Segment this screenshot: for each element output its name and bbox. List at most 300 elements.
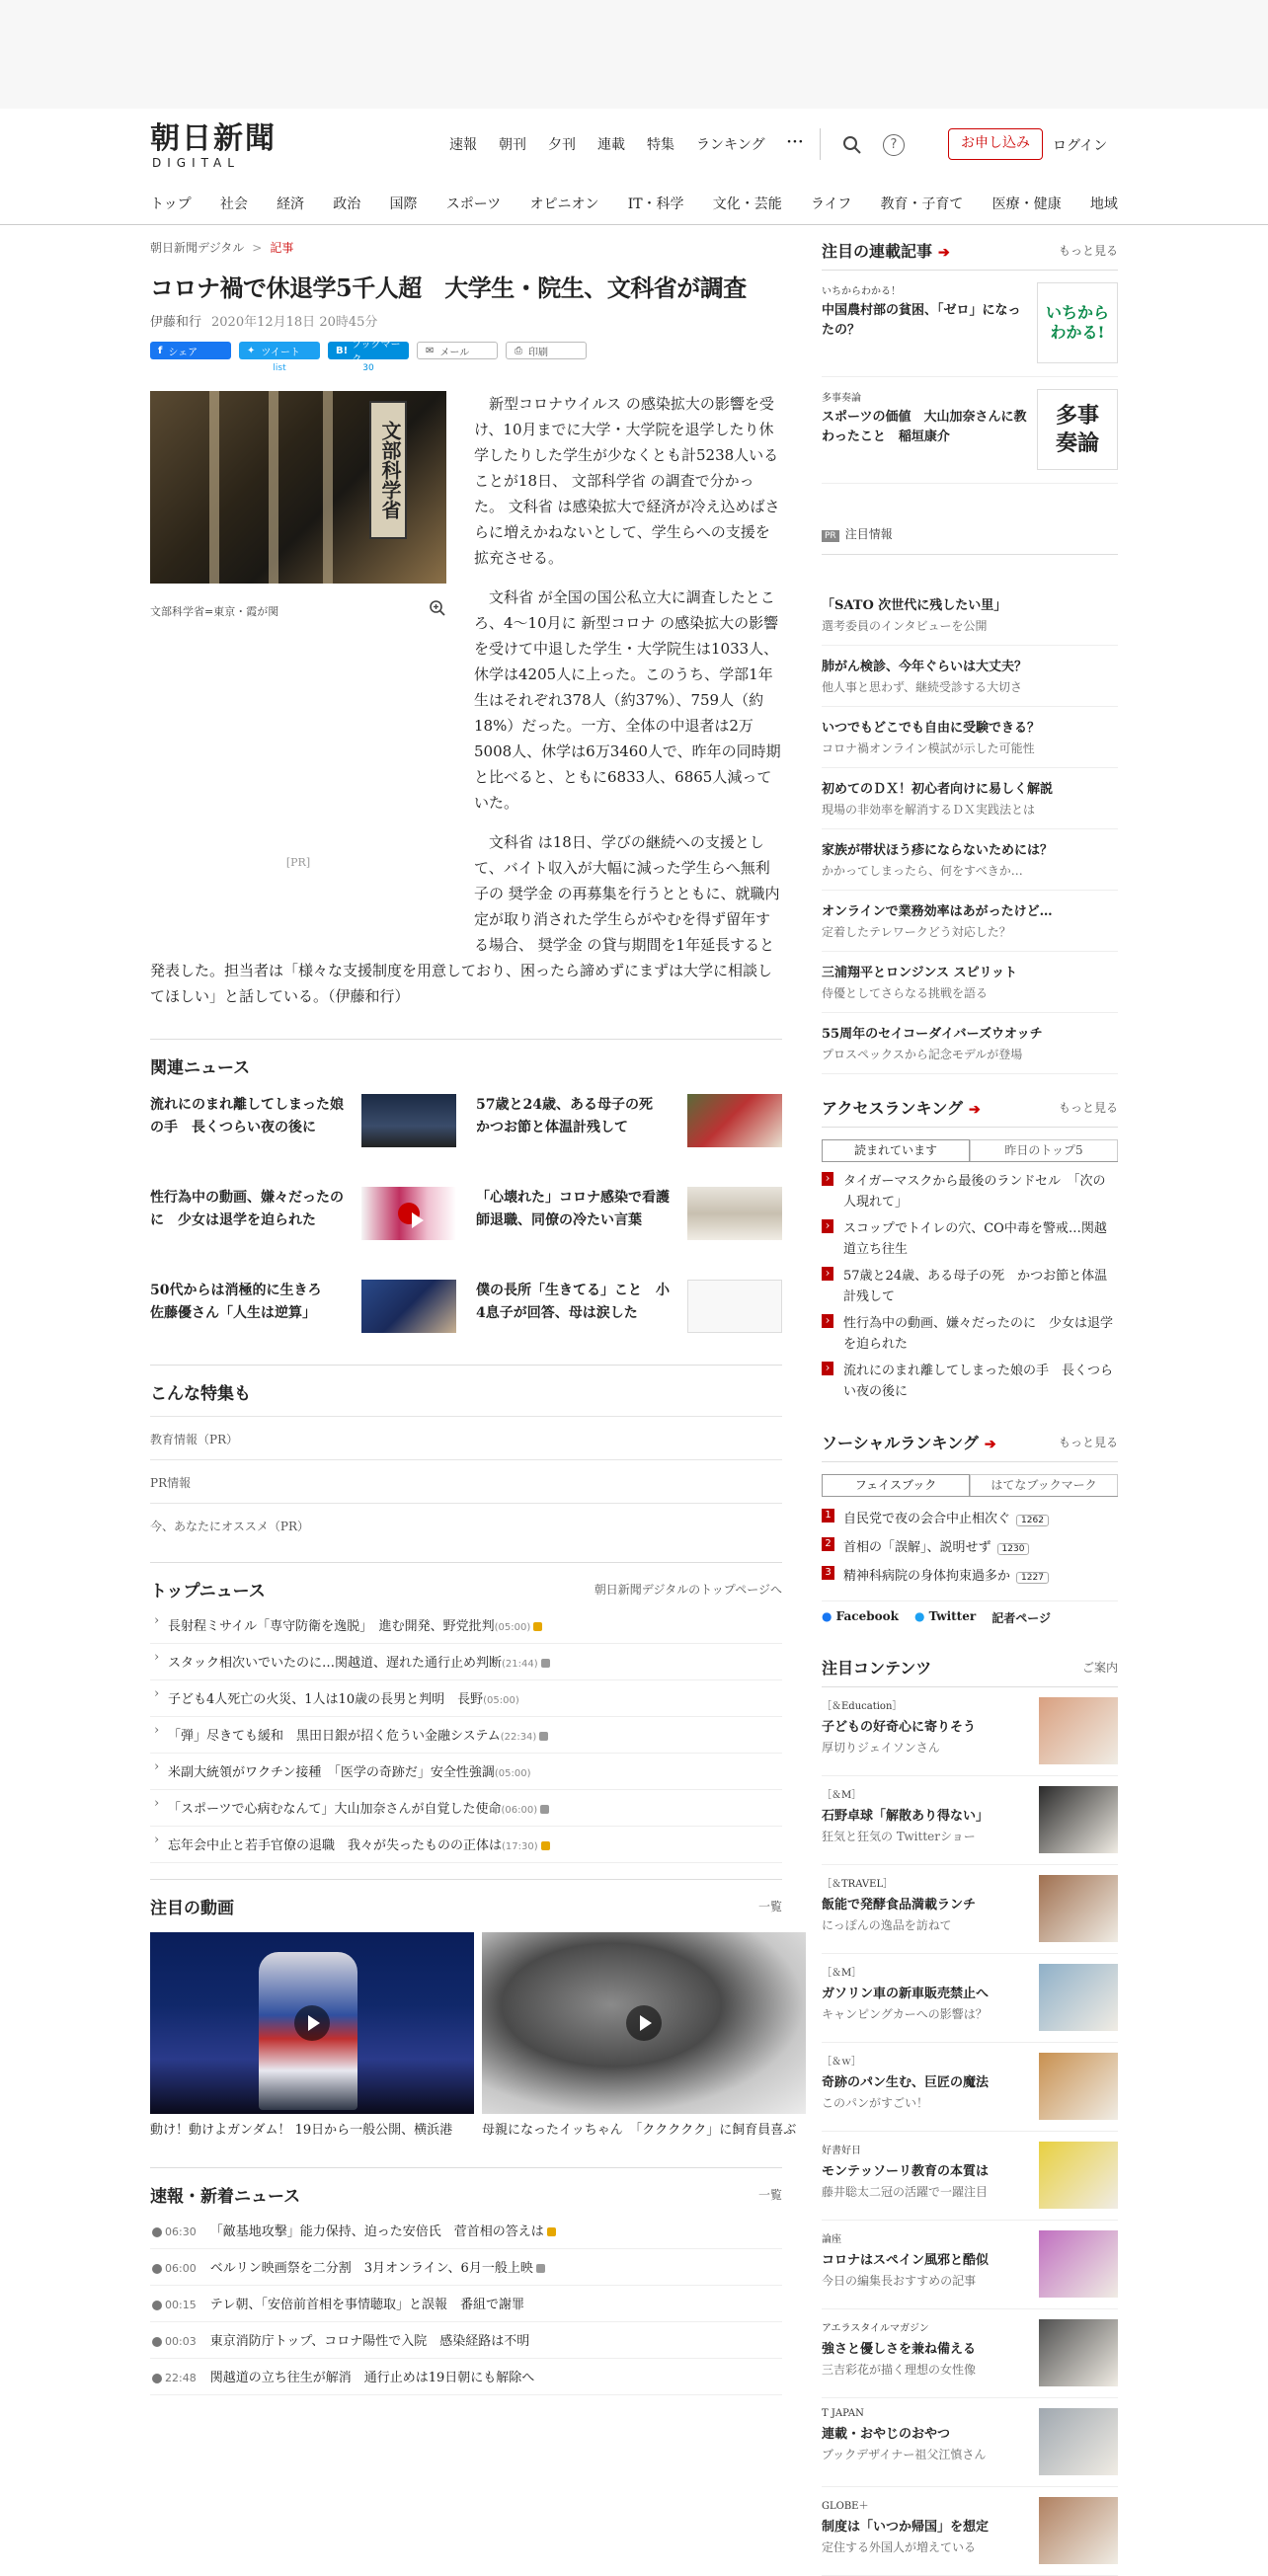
content-text-block (822, 1697, 976, 1765)
topnews-time: (21:44) (502, 1659, 538, 1670)
print-button[interactable] (506, 342, 587, 359)
content-text-block (822, 2319, 976, 2387)
content-thumbnail (1039, 2497, 1118, 2564)
cat-life[interactable]: ライフ (811, 196, 852, 212)
lock-icon (541, 1841, 550, 1850)
site-header (0, 109, 1268, 225)
twitter-link[interactable] (914, 1609, 976, 1626)
rank-number: 2 (822, 1537, 834, 1551)
social-ranking-item[interactable] (822, 1503, 1118, 1531)
contents-more-link[interactable]: ご案内 (1081, 1661, 1118, 1675)
clock-icon (152, 2301, 162, 2310)
twitter-share-label: ツイート (261, 347, 300, 358)
facebook-share-button[interactable] (150, 342, 231, 359)
content-label: ［＆ｗ］ (822, 2057, 861, 2068)
photo-pillar (323, 391, 333, 584)
serial-headline: スポーツの価値 大山加奈さんに教わったこと 稲垣康介 (822, 410, 1027, 444)
tab-yesterday-top5[interactable]: 昨日のトップ5 (970, 1139, 1118, 1161)
contents-title-text: 注目コンテンツ (822, 1659, 932, 1678)
related-item[interactable] (150, 1187, 456, 1242)
article-body (150, 391, 782, 1023)
content-text-block (822, 2230, 989, 2299)
serial-item[interactable] (822, 377, 1118, 484)
pr-item[interactable] (822, 646, 1118, 707)
lock-icon (541, 1659, 550, 1668)
breadcrumb (150, 239, 782, 256)
access-ranking-title (822, 1096, 1118, 1128)
content-item[interactable] (822, 2309, 1118, 2398)
facebook-icon: f (158, 345, 163, 356)
serial-label: いちからわかる！ (822, 286, 901, 297)
pr-subtext: コロナ禍オンライン模試が示した可能性 (822, 742, 1035, 755)
paragraph-1: 新型コロナウイルス の感染拡大の影響を受け、10月までに大学・大学院を退学したり休学したりした学生が少なくとも計5238人いることが18日、 文部科学省 の調査で分かった。 文科省 は感染拡大で経済が冷え込めばさらに増えかねないとして、学生らへの支援を拡充させる。 (474, 395, 780, 567)
related-thumbnail (687, 1280, 782, 1333)
clock-icon (152, 2264, 162, 2274)
breadcrumb-separator: > (252, 241, 263, 255)
arrow-right-icon: ➔ (969, 1102, 981, 1118)
pr-headline: 初めてのＤＸ！初心者向けに易しく解説 (822, 782, 1054, 797)
content-thumbnail (1039, 2142, 1118, 2209)
content-thumbnail (1039, 2053, 1118, 2120)
video-grid (150, 1932, 797, 2142)
pr-item[interactable] (822, 1013, 1118, 1074)
lock-icon (533, 1622, 542, 1631)
cat-international[interactable]: 国際 (389, 196, 418, 212)
contents-title (822, 1656, 1118, 1687)
topnews-item[interactable] (150, 1827, 782, 1863)
serial-headline: 中国農村部の貧困、「ゼロ」になったの？ (822, 303, 1021, 338)
social-tabs (822, 1474, 1118, 1497)
related-news-grid (150, 1094, 782, 1335)
header-divider (820, 128, 821, 160)
topnews-more-link[interactable]: 朝日新聞デジタルのトップページへ (594, 1583, 782, 1597)
related-thumbnail (687, 1094, 782, 1147)
pr-subtext: 選考委員のインタビューを公開 (822, 619, 988, 633)
topnews-time: (05:00) (483, 1695, 519, 1706)
topnews-item[interactable] (150, 1644, 782, 1680)
serial-text-block (822, 282, 1029, 364)
sidebar (822, 225, 1118, 2576)
social-ranking-item[interactable] (822, 1560, 1118, 1589)
topnews-item[interactable] (150, 1790, 782, 1827)
videos-title (150, 1879, 782, 1918)
content-item[interactable] (822, 1954, 1118, 2043)
content-headline: 強さと優しさを兼ね備える (822, 2342, 977, 2357)
related-item-text: 「心壊れた」コロナ感染で看護師退職、同僚の冷たい言葉 (476, 1190, 670, 1228)
flash-item[interactable] (150, 2322, 782, 2359)
cat-region[interactable]: 地域 (1089, 196, 1118, 212)
related-news-title: 関連ニュース (150, 1039, 782, 1078)
print-label: 印刷 (528, 347, 548, 358)
content-label: ［＆Education］ (822, 1701, 903, 1712)
content-text-block (822, 2053, 989, 2121)
topnews-time: (06:00) (501, 1805, 538, 1816)
search-icon[interactable] (841, 134, 863, 156)
topnews-title (150, 1562, 782, 1601)
flash-headline: 「敵基地攻撃」能力保持、迫った安倍氏 菅首相の答えは (209, 2225, 544, 2239)
content-thumbnail (1039, 2319, 1118, 2386)
pr-section-title (822, 525, 1118, 555)
mail-label: メール (439, 347, 470, 358)
related-item[interactable] (476, 1280, 782, 1335)
topnews-title-text: トップニュース (150, 1582, 266, 1601)
content-subtext: にっぽんの逸品を訪ねて (822, 1918, 952, 1932)
pr-headline: 三浦翔平とロンジンス スピリット (822, 966, 1017, 980)
content-subtext: 厚切りジェイソンさん (822, 1741, 940, 1755)
category-nav (150, 194, 1118, 213)
help-icon[interactable]: ? (883, 134, 905, 156)
video-caption: 母親になったイッちゃん 「ククククク」に飼育員喜ぶ (482, 2123, 797, 2138)
login-button[interactable]: ログイン (1053, 138, 1108, 154)
related-thumbnail (687, 1187, 782, 1240)
pr-headline: オンラインで業務効率はあがったけど… (822, 904, 1053, 919)
flash-time: 22:48 (165, 2372, 197, 2384)
related-thumbnail (361, 1280, 456, 1333)
content-thumbnail (1039, 2408, 1118, 2475)
serial-thumbnail: 多事 奏論 (1037, 389, 1118, 470)
content-item[interactable] (822, 2221, 1118, 2309)
content-subtext: このパンがすごい！ (822, 2096, 929, 2110)
twitter-icon: ✦ (247, 345, 256, 356)
access-more-link[interactable]: もっと見る (1058, 1101, 1118, 1115)
hatena-bookmark-button[interactable] (328, 340, 409, 373)
cat-economy[interactable]: 経済 (277, 196, 305, 212)
pr-headline: 「SATO 次世代に残したい里」 (822, 598, 1007, 613)
content-text-block (822, 2142, 989, 2210)
specials-section (150, 1365, 782, 1546)
topnews-time: (05:00) (494, 1768, 531, 1779)
flash-time: 00:03 (165, 2335, 197, 2348)
content-subtext: 狂気と狂気の Twitterショー (822, 1830, 976, 1843)
topnews-headline: 米副大統領がワクチン接種 「医学の奇跡だ」安全性強調 (168, 1765, 495, 1780)
facebook-link-label: Facebook (835, 1609, 899, 1623)
subscribe-button[interactable]: お申し込み (948, 128, 1043, 160)
share-count: 1230 (997, 1543, 1030, 1555)
flash-time: 06:00 (165, 2262, 197, 2275)
content-text-block (822, 2408, 986, 2476)
related-item[interactable] (150, 1280, 456, 1335)
share-bar (150, 340, 782, 373)
related-item[interactable] (150, 1094, 456, 1149)
content-item[interactable] (822, 2398, 1118, 2487)
hatena-count[interactable]: 30 (362, 363, 374, 373)
access-ranking-list (822, 1168, 1118, 1405)
content-item[interactable] (822, 2487, 1118, 2576)
serial-item[interactable] (822, 271, 1118, 377)
content-thumbnail (1039, 1786, 1118, 1853)
related-item-text: 性行為中の動画、嫌々だったのに 少女は退学を迫られた (150, 1190, 344, 1228)
rank-number: 3 (822, 1566, 834, 1580)
more-icon[interactable]: ··· (786, 134, 805, 150)
specials-title: こんな特集も (150, 1365, 782, 1404)
content-text-block (822, 1964, 989, 2032)
flash-headline: 関越道の立ち往生が解消 通行止めは19日朝にも解除へ (209, 2371, 535, 2385)
nav-serial[interactable]: 連載 (597, 137, 625, 153)
content-label: ［＆M］ (822, 1790, 862, 1801)
arrow-right-icon: ➔ (938, 245, 950, 261)
lock-icon (547, 2227, 556, 2236)
content-headline: ガソリン車の新車販売禁止へ (822, 1987, 990, 2001)
pr-item[interactable] (822, 829, 1118, 891)
content-label: T JAPAN (822, 2408, 864, 2419)
access-title-text: アクセスランキング (822, 1099, 964, 1118)
author: 伊藤和行 (150, 315, 202, 330)
content-headline: 石野卓球「解散あり得ない」 (822, 1809, 990, 1824)
cat-health[interactable]: 医療・健康 (991, 196, 1062, 212)
video-caption: 動け！動けよガンダム！ 19日から一般公開、横浜港 (150, 2123, 453, 2138)
nav-ranking[interactable]: ランキング (696, 137, 765, 153)
special-item[interactable]: PR情報 (150, 1459, 782, 1503)
content-item[interactable] (822, 1776, 1118, 1865)
cat-opinion[interactable]: オピニオン (529, 196, 599, 212)
play-icon (294, 2005, 330, 2041)
social-headline: 精神科病院の身体拘束過多か (843, 1569, 1011, 1584)
content-label: ［＆M］ (822, 1968, 862, 1979)
article-photo[interactable] (150, 391, 446, 584)
content-item[interactable] (822, 1687, 1118, 1776)
flash-item[interactable] (150, 2359, 782, 2395)
serial-text-block (822, 389, 1029, 471)
video-item[interactable] (482, 1932, 806, 2142)
cat-top[interactable]: トップ (150, 196, 192, 212)
flash-headline: ベルリン映画祭を二分割 3月オンライン、6月一般上映 (209, 2261, 533, 2276)
content-subtext: ブックデザイナー祖父江慎さん (822, 2448, 987, 2461)
mail-share-button[interactable] (417, 342, 498, 359)
share-count: 1227 (1016, 1572, 1049, 1584)
videos-title-text: 注目の動画 (150, 1899, 234, 1918)
video-item[interactable] (150, 1932, 474, 2142)
flash-item[interactable] (150, 2286, 782, 2322)
topnews-headline: スタック相次いでいたのに…関越道、遅れた通行止め判断 (168, 1656, 503, 1671)
zoom-icon[interactable] (429, 599, 446, 617)
content-subtext: 三吉彩花が描く理想の女性像 (822, 2363, 977, 2377)
topnews-item[interactable] (150, 1680, 782, 1717)
facebook-icon: ● (822, 1609, 832, 1623)
top-nav (449, 134, 804, 154)
hatena-label: ブックマーク (352, 340, 401, 365)
facebook-link[interactable] (822, 1609, 899, 1626)
serial-title-text: 注目の連載記事 (822, 242, 933, 261)
content-thumbnail (1039, 1875, 1118, 1942)
social-title-text: ソーシャルランキング (822, 1434, 979, 1452)
lock-icon (540, 1805, 549, 1814)
pr-subtext: 侍優としてさらなる挑戦を語る (822, 986, 989, 1000)
cat-politics[interactable]: 政治 (333, 196, 361, 212)
content-headline: 連載・おやじのおやつ (822, 2427, 951, 2442)
clock-icon (152, 2227, 162, 2237)
flash-item[interactable] (150, 2213, 782, 2249)
hatena-icon: B! (336, 345, 349, 356)
topnews-item[interactable] (150, 1754, 782, 1790)
twitter-icon: ● (913, 1609, 925, 1623)
videos-more-link[interactable]: 一覧 (757, 1900, 782, 1913)
content-thumbnail (1039, 2230, 1118, 2298)
flash-title (150, 2167, 782, 2207)
pr-item[interactable] (822, 707, 1118, 768)
social-headline: 首相の「誤解」、説明せず (843, 1540, 991, 1555)
access-ranking-item[interactable]: › スコップでトイレの穴、CO中毒を警戒…関越道立ち往生 (822, 1215, 1118, 1263)
publish-date: 2020年12月18日 20時45分 (211, 315, 378, 330)
article-title: コロナ禍で休退学5千人超 大学生・院生、文科省が調査 (150, 273, 747, 302)
main-column (150, 225, 797, 2395)
related-item[interactable] (476, 1094, 782, 1149)
related-thumbnail (361, 1094, 456, 1147)
content-thumbnail (1039, 1697, 1118, 1764)
topnews-headline: 長射程ミサイル「専守防衛を逸脱」 進む開発、野党批判 (168, 1619, 495, 1634)
cat-sports[interactable]: スポーツ (445, 196, 502, 212)
contents-list (822, 1687, 1118, 2576)
special-item[interactable]: 教育情報（PR） (150, 1416, 782, 1459)
content-label: アエラスタイルマガジン (822, 2323, 929, 2334)
content-label: ［＆TRAVEL］ (822, 1879, 894, 1890)
pr-headline: 家族が帯状ほう疹にならないためには？ (822, 843, 1054, 858)
photo-caption (150, 603, 446, 619)
content-headline: コロナはスペイン風邪と酷似 (822, 2253, 990, 2268)
topnews-time: (22:34) (500, 1732, 537, 1743)
content-headline: 制度は「いつか帰国」を想定 (822, 2520, 990, 2535)
caption-text: 文部科学省=東京・霞が関 (150, 605, 279, 618)
pr-subtext: 現場の非効率を解消するＤＸ実践法とは (822, 803, 1036, 817)
content-headline: 奇跡のパン生む、巨匠の魔法 (822, 2075, 990, 2090)
access-ranking-item[interactable]: › タイガーマスクから最後のランドセル 「次の人現れて」 (822, 1168, 1118, 1215)
content-headline: 飯能で発酵食品満載ランチ (822, 1898, 977, 1912)
video-thumbnail (150, 1932, 474, 2114)
related-thumbnail (361, 1187, 456, 1240)
serial-more-link[interactable]: もっと見る (1058, 244, 1118, 258)
serial-thumbnail: いちから わかる! (1037, 282, 1118, 363)
content-label: GLOBE＋ (822, 2501, 869, 2512)
flash-time: 00:15 (165, 2299, 197, 2311)
access-ranking-item[interactable]: › 性行為中の動画、嫌々だったのに 少女は退学を迫られた (822, 1310, 1118, 1358)
content-item[interactable] (822, 1865, 1118, 1954)
flash-more-link[interactable]: 一覧 (757, 2188, 782, 2202)
social-more-link[interactable]: もっと見る (1058, 1436, 1118, 1449)
tab-most-read[interactable]: 読まれています (822, 1139, 970, 1161)
pr-subtext: 定着したテレワークどう対応した？ (822, 925, 1011, 939)
related-item-text: 流れにのまれ離してしまった娘の手 長くつらい夜の後に (150, 1097, 344, 1135)
mail-icon: ✉ (426, 345, 435, 356)
social-ranking-item[interactable] (822, 1531, 1118, 1560)
cat-culture[interactable]: 文化・芸能 (712, 196, 782, 212)
pr-subtext: プロスペックスから記念モデルが登場 (822, 1048, 1023, 1061)
pr-subtext: かかってしまったら、何をすべきか… (822, 864, 1023, 878)
related-item-text: 僕の長所「生きてる」こと 小4息子が回答、母は涙した (476, 1283, 670, 1321)
video-thumbnail (482, 1932, 806, 2114)
logo-sub-text: DIGITAL (152, 156, 240, 170)
content-thumbnail (1039, 1964, 1118, 2031)
content-item[interactable] (822, 2132, 1118, 2221)
flash-title-text: 速報・新着ニュース (150, 2187, 301, 2207)
topnews-item[interactable] (150, 1607, 782, 1644)
flash-list (150, 2213, 782, 2395)
content-subtext: 今日の編集長おすすめの記事 (822, 2274, 977, 2288)
byline (150, 311, 782, 330)
access-tabs (822, 1139, 1118, 1162)
flash-time: 06:30 (165, 2225, 197, 2238)
paragraph-3: 文科省 は18日、学びの継続への支援として、バイト収入が大幅に減った学生らへ無利子の 奨学金 の再募集を行うとともに、就職内定が取り消された学生らがやむを得ず留年する場合、 奨学金 の貸与期間を1年延長すると発表した。担当者は「様々な支援制度を用意しており、困ったら諦めずにまずは大学に相談してほしい」と話している。（伊藤和行） (150, 833, 780, 1005)
print-icon: ⎙ (515, 345, 522, 356)
pr-item[interactable] (822, 891, 1118, 952)
topnews-time: (05:00) (494, 1622, 531, 1633)
share-count: 1262 (1016, 1515, 1049, 1526)
topnews-item[interactable] (150, 1717, 782, 1754)
flash-headline: 東京消防庁トップ、コロナ陽性で入院 感染経路は不明 (209, 2334, 530, 2349)
pr-item[interactable] (822, 768, 1118, 829)
cat-society[interactable]: 社会 (219, 196, 248, 212)
pr-heading-text: 注目情報 (844, 527, 893, 541)
photo-pillar (209, 391, 219, 584)
photo-pillar (269, 391, 278, 584)
access-ranking-item[interactable]: › 流れにのまれ離してしまった娘の手 長くつらい夜の後に (822, 1358, 1118, 1405)
twitter-share-button[interactable] (239, 342, 320, 373)
play-icon (626, 2005, 662, 2041)
nav-special[interactable]: 特集 (647, 137, 674, 153)
breadcrumb-home[interactable]: 朝日新聞デジタル (150, 241, 245, 255)
content-item[interactable] (822, 2043, 1118, 2132)
nav-morning[interactable]: 朝刊 (499, 137, 526, 153)
pr-headline: 肺がん検診、今年ぐらいは大丈夫？ (822, 660, 1028, 674)
facebook-share-label: シェア (168, 347, 198, 358)
content-text-block (822, 1875, 976, 1943)
special-item[interactable]: 今、あなたにオススメ（PR） (150, 1503, 782, 1546)
breadcrumb-current: 記事 (270, 241, 294, 255)
content-headline: 子どもの好奇心に寄りそう (822, 1720, 977, 1735)
twitter-count[interactable]: list (273, 363, 286, 373)
social-headline: 自民党で夜の会合中止相次ぐ (843, 1512, 1011, 1526)
content-text-block (822, 1786, 989, 1854)
serial-title (822, 239, 1118, 271)
pr-list (822, 585, 1118, 1074)
content-text-block (822, 2497, 989, 2565)
content-headline: モンテッソーリ教育の本質は (822, 2164, 990, 2179)
pr-subtext: 他人事と思わず、継続受診する大切さ (822, 680, 1023, 694)
arrow-right-icon: ➔ (984, 1437, 996, 1452)
logo-main-text: 朝日新聞 (150, 121, 277, 156)
twitter-link-label: Twitter (928, 1609, 977, 1623)
related-item[interactable] (476, 1187, 782, 1242)
pr-item[interactable] (822, 952, 1118, 1013)
cat-it-science[interactable]: IT・科学 (627, 196, 684, 212)
rank-number: 1 (822, 1509, 834, 1522)
social-ranking-list (822, 1503, 1118, 1589)
clock-icon (152, 2374, 162, 2383)
top-ad-band (0, 0, 1268, 109)
pr-item[interactable] (822, 585, 1118, 646)
article-figure (150, 391, 446, 935)
topnews-headline: 「スポーツで心病むなんて」大山加奈さんが自覚した使命 (168, 1802, 502, 1817)
content-subtext: 定住する外国人が増えている (822, 2540, 977, 2554)
nav-evening[interactable]: 夕刊 (548, 137, 576, 153)
topnews-list (150, 1607, 782, 1863)
site-logo[interactable] (150, 122, 298, 170)
clock-icon (152, 2337, 162, 2347)
tab-hatena[interactable]: はてなブックマーク (970, 1474, 1118, 1496)
cat-education[interactable]: 教育・子育て (880, 196, 964, 212)
tab-facebook[interactable]: フェイスブック (822, 1474, 970, 1496)
nav-flash[interactable]: 速報 (449, 137, 477, 153)
content-subtext: キャンピングカーへの影響は？ (822, 2007, 988, 2021)
topnews-headline: 子ども4人死亡の火災、1人は10歳の長男と判明 長野 (168, 1692, 484, 1707)
pr-ad-slot[interactable]: [PR] (285, 856, 311, 869)
content-subtext: 藤井聡太二冠の活躍で一躍注目 (822, 2185, 989, 2199)
social-links (822, 1600, 1118, 1626)
play-icon (398, 1203, 420, 1224)
reporter-page-link[interactable]: 記者ページ (991, 1611, 1051, 1625)
flash-headline: テレ朝、「安倍前首相を事情聴取」と誤報 番組で謝罪 (209, 2298, 524, 2312)
related-item-text: 57歳と24歳、ある母子の死 かつお節と体温計残して (476, 1097, 667, 1135)
access-ranking-item[interactable]: › 57歳と24歳、ある母子の死 かつお節と体温計残して (822, 1263, 1118, 1310)
flash-item[interactable] (150, 2249, 782, 2286)
